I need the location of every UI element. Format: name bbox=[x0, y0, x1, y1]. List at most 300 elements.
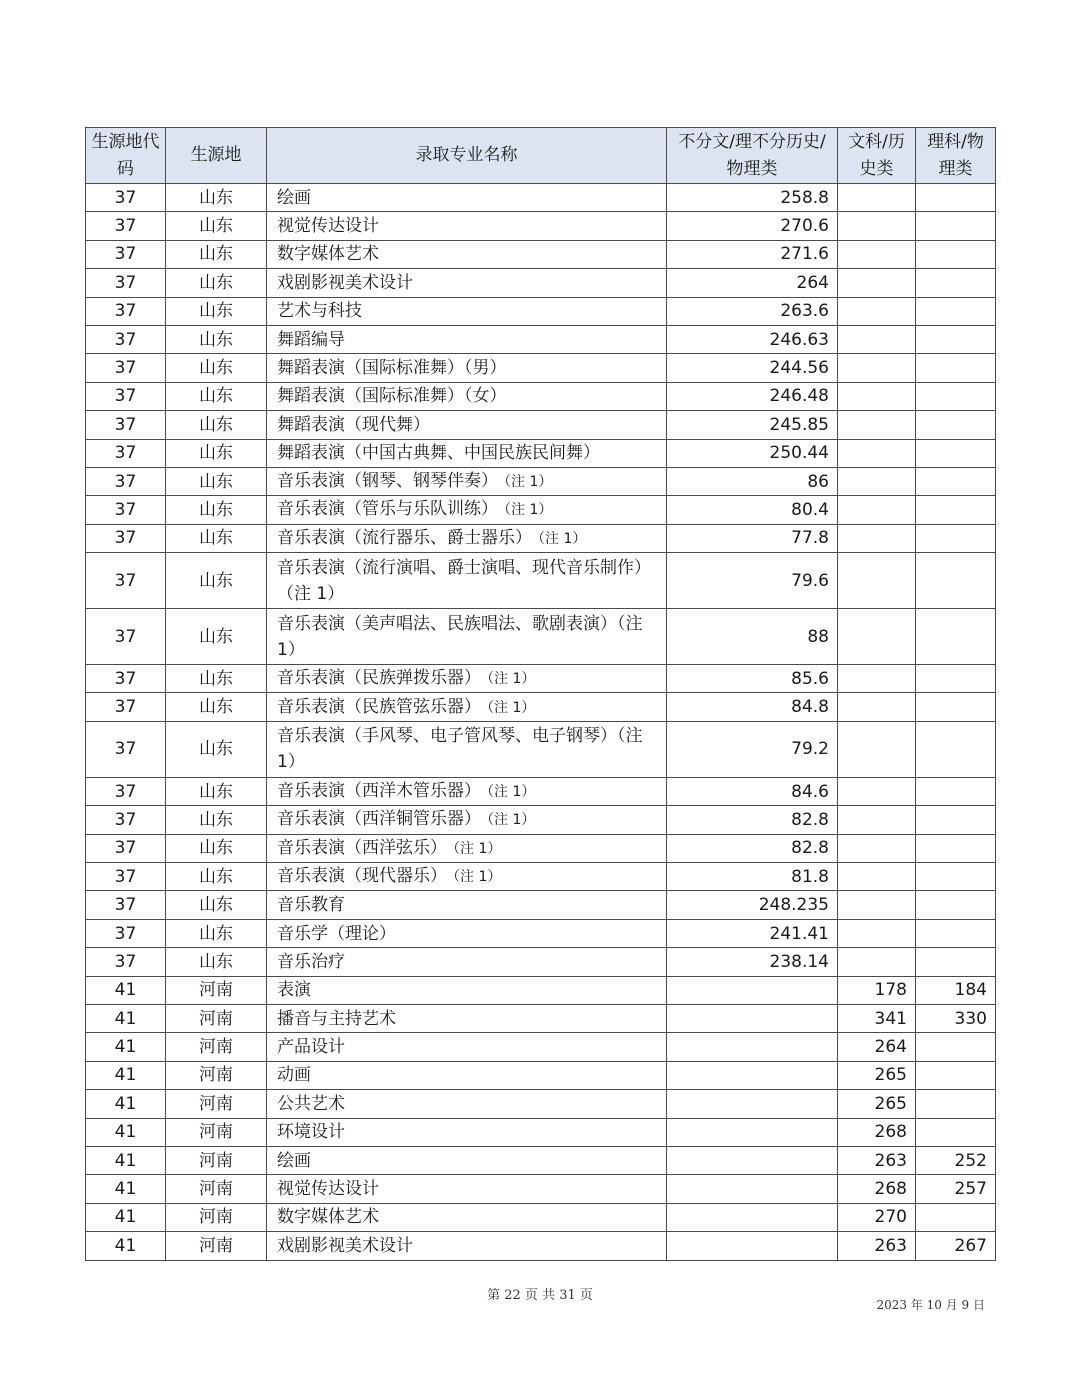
cell-general-score: 85.6 bbox=[667, 665, 838, 693]
cell-science-score bbox=[916, 1118, 996, 1146]
cell-province: 河南 bbox=[166, 1175, 267, 1203]
cell-province: 河南 bbox=[166, 976, 267, 1004]
cell-province: 河南 bbox=[166, 1004, 267, 1032]
cell-major bbox=[267, 777, 667, 805]
cell-general-score bbox=[667, 1146, 838, 1174]
major-name: 舞蹈表演（中国古典舞、中国民族民间舞） bbox=[277, 443, 600, 464]
table-row bbox=[86, 184, 996, 212]
major-name: 音乐治疗 bbox=[277, 951, 345, 972]
cell-general-score bbox=[667, 1118, 838, 1146]
cell-code: 37 bbox=[86, 524, 166, 552]
cell-code: 41 bbox=[86, 1203, 166, 1231]
table-row bbox=[86, 1232, 996, 1260]
cell-general-score: 84.8 bbox=[667, 693, 838, 721]
cell-province: 山东 bbox=[166, 665, 267, 693]
table-row bbox=[86, 467, 996, 495]
cell-arts-score: 263 bbox=[838, 1232, 916, 1260]
cell-general-score bbox=[667, 1175, 838, 1203]
cell-code: 37 bbox=[86, 721, 166, 777]
cell-major bbox=[267, 1118, 667, 1146]
cell-arts-score bbox=[838, 693, 916, 721]
cell-science-score bbox=[916, 382, 996, 410]
cell-code: 41 bbox=[86, 1061, 166, 1089]
major-name: 音乐表演（西洋弦乐） bbox=[277, 837, 447, 858]
table-row bbox=[86, 269, 996, 297]
cell-major bbox=[267, 1203, 667, 1231]
major-name: 舞蹈表演（国际标准舞）（男） bbox=[277, 358, 507, 379]
table-row bbox=[86, 948, 996, 976]
cell-province: 山东 bbox=[166, 693, 267, 721]
cell-arts-score bbox=[838, 269, 916, 297]
cell-province: 河南 bbox=[166, 1061, 267, 1089]
cell-major bbox=[267, 184, 667, 212]
cell-code: 37 bbox=[86, 439, 166, 467]
cell-province: 山东 bbox=[166, 269, 267, 297]
table-row bbox=[86, 1118, 996, 1146]
cell-arts-score bbox=[838, 297, 916, 325]
cell-code: 37 bbox=[86, 919, 166, 947]
major-note: （注 1） bbox=[487, 812, 536, 829]
header-major: 录取专业名称 bbox=[267, 128, 667, 184]
cell-arts-score bbox=[838, 891, 916, 919]
cell-science-score bbox=[916, 553, 996, 609]
cell-science-score bbox=[916, 524, 996, 552]
table-row bbox=[86, 212, 996, 240]
major-note: （注 1） bbox=[504, 502, 553, 519]
cell-major bbox=[267, 467, 667, 495]
cell-arts-score bbox=[838, 553, 916, 609]
cell-science-score bbox=[916, 1090, 996, 1118]
cell-major bbox=[267, 891, 667, 919]
cell-arts-score: 263 bbox=[838, 1146, 916, 1174]
cell-major bbox=[267, 1146, 667, 1174]
cell-province: 山东 bbox=[166, 496, 267, 524]
major-note: （注 1） bbox=[453, 840, 502, 857]
page-number: 第 22 页 共 31 页 bbox=[487, 1288, 593, 1303]
cell-general-score: 81.8 bbox=[667, 863, 838, 891]
cell-arts-score bbox=[838, 524, 916, 552]
cell-general-score: 241.41 bbox=[667, 919, 838, 947]
cell-major bbox=[267, 269, 667, 297]
cell-science-score bbox=[916, 269, 996, 297]
cell-province: 山东 bbox=[166, 325, 267, 353]
cell-arts-score bbox=[838, 609, 916, 665]
cell-science-score: 252 bbox=[916, 1146, 996, 1174]
major-name: 公共艺术 bbox=[277, 1093, 345, 1114]
cell-major bbox=[267, 496, 667, 524]
cell-code: 37 bbox=[86, 212, 166, 240]
cell-general-score: 84.6 bbox=[667, 777, 838, 805]
cell-general-score: 238.14 bbox=[667, 948, 838, 976]
cell-arts-score bbox=[838, 212, 916, 240]
cell-arts-score bbox=[838, 411, 916, 439]
major-name: 音乐表演（西洋木管乐器） bbox=[277, 781, 481, 802]
major-name: 视觉传达设计 bbox=[277, 1179, 379, 1200]
table-header-row bbox=[86, 128, 996, 184]
cell-major bbox=[267, 1090, 667, 1118]
cell-major bbox=[267, 325, 667, 353]
cell-province: 山东 bbox=[166, 834, 267, 862]
table-row bbox=[86, 665, 996, 693]
cell-science-score bbox=[916, 354, 996, 382]
cell-province: 山东 bbox=[166, 863, 267, 891]
cell-major bbox=[267, 212, 667, 240]
cell-general-score: 82.8 bbox=[667, 834, 838, 862]
major-name: 戏剧影视美术设计 bbox=[277, 272, 413, 293]
cell-code: 37 bbox=[86, 609, 166, 665]
cell-arts-score bbox=[838, 240, 916, 268]
cell-science-score bbox=[916, 439, 996, 467]
cell-major bbox=[267, 1033, 667, 1061]
cell-general-score: 244.56 bbox=[667, 354, 838, 382]
header-code: 生源地代码 bbox=[86, 128, 166, 184]
cell-general-score bbox=[667, 1033, 838, 1061]
major-note: （注 1） bbox=[487, 699, 536, 716]
cell-general-score: 263.6 bbox=[667, 297, 838, 325]
major-name: 舞蹈编导 bbox=[277, 329, 345, 350]
cell-general-score bbox=[667, 1090, 838, 1118]
cell-province: 山东 bbox=[166, 777, 267, 805]
cell-code: 37 bbox=[86, 184, 166, 212]
cell-science-score bbox=[916, 212, 996, 240]
cell-major bbox=[267, 609, 667, 665]
cell-code: 37 bbox=[86, 834, 166, 862]
cell-general-score: 246.48 bbox=[667, 382, 838, 410]
cell-science-score bbox=[916, 948, 996, 976]
major-note: （注 1） bbox=[538, 530, 587, 547]
table-row bbox=[86, 976, 996, 1004]
cell-major bbox=[267, 919, 667, 947]
cell-science-score bbox=[916, 806, 996, 834]
cell-code: 37 bbox=[86, 382, 166, 410]
cell-major bbox=[267, 1232, 667, 1260]
cell-science-score bbox=[916, 1061, 996, 1089]
major-name: 戏剧影视美术设计 bbox=[277, 1235, 413, 1256]
major-name: 音乐表演（流行演唱、爵士演唱、现代音乐制作）（注 1） bbox=[277, 557, 651, 604]
header-arts: 文科/历史类 bbox=[838, 128, 916, 184]
cell-science-score bbox=[916, 863, 996, 891]
table-row bbox=[86, 240, 996, 268]
major-note: （注 1） bbox=[487, 784, 536, 801]
cell-code: 37 bbox=[86, 240, 166, 268]
cell-code: 37 bbox=[86, 496, 166, 524]
cell-code: 41 bbox=[86, 1146, 166, 1174]
cell-general-score: 79.2 bbox=[667, 721, 838, 777]
cell-code: 37 bbox=[86, 777, 166, 805]
cell-arts-score bbox=[838, 325, 916, 353]
cell-general-score: 82.8 bbox=[667, 806, 838, 834]
cell-code: 41 bbox=[86, 1118, 166, 1146]
table-row bbox=[86, 325, 996, 353]
cell-general-score: 80.4 bbox=[667, 496, 838, 524]
cell-science-score bbox=[916, 325, 996, 353]
cell-arts-score bbox=[838, 382, 916, 410]
cell-arts-score: 268 bbox=[838, 1175, 916, 1203]
cell-code: 37 bbox=[86, 891, 166, 919]
table-row bbox=[86, 1033, 996, 1061]
cell-code: 41 bbox=[86, 1175, 166, 1203]
table-row bbox=[86, 777, 996, 805]
table-row bbox=[86, 806, 996, 834]
cell-science-score bbox=[916, 297, 996, 325]
cell-general-score: 77.8 bbox=[667, 524, 838, 552]
cell-province: 河南 bbox=[166, 1203, 267, 1231]
table-row bbox=[86, 721, 996, 777]
cell-arts-score: 264 bbox=[838, 1033, 916, 1061]
cell-code: 37 bbox=[86, 411, 166, 439]
cell-arts-score bbox=[838, 496, 916, 524]
table-row bbox=[86, 1004, 996, 1032]
cell-major bbox=[267, 721, 667, 777]
cell-science-score bbox=[916, 721, 996, 777]
cell-major bbox=[267, 806, 667, 834]
table-row bbox=[86, 524, 996, 552]
cell-province: 山东 bbox=[166, 609, 267, 665]
cell-major bbox=[267, 439, 667, 467]
header-science: 理科/物理类 bbox=[916, 128, 996, 184]
major-name: 音乐表演（管乐与乐队训练） bbox=[277, 499, 498, 520]
cell-major bbox=[267, 411, 667, 439]
cell-arts-score bbox=[838, 806, 916, 834]
cell-arts-score bbox=[838, 863, 916, 891]
cell-province: 山东 bbox=[166, 948, 267, 976]
cell-code: 41 bbox=[86, 976, 166, 1004]
cell-arts-score: 268 bbox=[838, 1118, 916, 1146]
major-name: 音乐表演（民族管弦乐器） bbox=[277, 696, 481, 717]
cell-province: 山东 bbox=[166, 297, 267, 325]
cell-science-score bbox=[916, 240, 996, 268]
major-note: （注 1） bbox=[453, 869, 502, 886]
table-row bbox=[86, 1203, 996, 1231]
major-name: 音乐教育 bbox=[277, 895, 345, 916]
table-row bbox=[86, 863, 996, 891]
cell-major bbox=[267, 1004, 667, 1032]
cell-province: 河南 bbox=[166, 1232, 267, 1260]
major-name: 舞蹈表演（国际标准舞）（女） bbox=[277, 386, 507, 407]
cell-province: 山东 bbox=[166, 439, 267, 467]
table-body bbox=[86, 184, 996, 1261]
cell-arts-score: 178 bbox=[838, 976, 916, 1004]
cell-general-score: 264 bbox=[667, 269, 838, 297]
cell-province: 山东 bbox=[166, 240, 267, 268]
cell-arts-score bbox=[838, 439, 916, 467]
cell-arts-score bbox=[838, 948, 916, 976]
header-province: 生源地 bbox=[166, 128, 267, 184]
major-note: （注 1） bbox=[504, 474, 553, 491]
cell-major bbox=[267, 693, 667, 721]
cell-province: 山东 bbox=[166, 467, 267, 495]
document-date: 2023 年 10 月 9 日 bbox=[876, 1298, 985, 1312]
cell-province: 山东 bbox=[166, 806, 267, 834]
major-name: 视觉传达设计 bbox=[277, 216, 379, 237]
cell-general-score bbox=[667, 1004, 838, 1032]
cell-general-score: 79.6 bbox=[667, 553, 838, 609]
cell-science-score bbox=[916, 777, 996, 805]
table-row bbox=[86, 1146, 996, 1174]
cell-code: 37 bbox=[86, 467, 166, 495]
table-row bbox=[86, 553, 996, 609]
cell-science-score bbox=[916, 834, 996, 862]
major-name: 舞蹈表演（现代舞） bbox=[277, 414, 430, 435]
cell-general-score: 250.44 bbox=[667, 439, 838, 467]
cell-province: 河南 bbox=[166, 1090, 267, 1118]
major-name: 表演 bbox=[277, 980, 311, 1001]
cell-province: 山东 bbox=[166, 553, 267, 609]
cell-major bbox=[267, 240, 667, 268]
table-row bbox=[86, 297, 996, 325]
table-row bbox=[86, 1090, 996, 1118]
cell-code: 37 bbox=[86, 665, 166, 693]
table-row bbox=[86, 1061, 996, 1089]
cell-code: 37 bbox=[86, 553, 166, 609]
cell-code: 37 bbox=[86, 269, 166, 297]
table-row bbox=[86, 496, 996, 524]
table-row bbox=[86, 891, 996, 919]
table-row bbox=[86, 354, 996, 382]
cell-code: 37 bbox=[86, 354, 166, 382]
major-name: 数字媒体艺术 bbox=[277, 1207, 379, 1228]
cell-province: 山东 bbox=[166, 411, 267, 439]
major-name: 音乐表演（钢琴、钢琴伴奏） bbox=[277, 471, 498, 492]
cell-province: 山东 bbox=[166, 382, 267, 410]
major-name: 音乐表演（美声唱法、民族唱法、歌剧表演）（注 1） bbox=[277, 613, 643, 660]
major-name: 音乐表演（民族弹拨乐器） bbox=[277, 668, 481, 689]
cell-code: 37 bbox=[86, 948, 166, 976]
major-name: 音乐学（理论） bbox=[277, 923, 396, 944]
cell-general-score: 270.6 bbox=[667, 212, 838, 240]
table-row bbox=[86, 693, 996, 721]
cell-province: 河南 bbox=[166, 1118, 267, 1146]
table-row bbox=[86, 609, 996, 665]
cell-major bbox=[267, 1175, 667, 1203]
cell-arts-score bbox=[838, 834, 916, 862]
major-name: 绘画 bbox=[277, 187, 311, 208]
cell-province: 山东 bbox=[166, 919, 267, 947]
cell-province: 山东 bbox=[166, 354, 267, 382]
cell-province: 山东 bbox=[166, 184, 267, 212]
cell-general-score: 86 bbox=[667, 467, 838, 495]
cell-science-score bbox=[916, 496, 996, 524]
table-row bbox=[86, 1175, 996, 1203]
cell-arts-score bbox=[838, 467, 916, 495]
cell-science-score bbox=[916, 609, 996, 665]
cell-code: 41 bbox=[86, 1232, 166, 1260]
cell-province: 山东 bbox=[166, 524, 267, 552]
cell-code: 37 bbox=[86, 863, 166, 891]
cell-science-score: 330 bbox=[916, 1004, 996, 1032]
cell-general-score bbox=[667, 976, 838, 1004]
major-name: 音乐表演（现代器乐） bbox=[277, 866, 447, 887]
cell-science-score bbox=[916, 467, 996, 495]
cell-general-score: 248.235 bbox=[667, 891, 838, 919]
cell-science-score bbox=[916, 891, 996, 919]
cell-general-score bbox=[667, 1203, 838, 1231]
cell-arts-score: 341 bbox=[838, 1004, 916, 1032]
cell-science-score bbox=[916, 184, 996, 212]
cell-arts-score bbox=[838, 777, 916, 805]
major-name: 播音与主持艺术 bbox=[277, 1008, 396, 1029]
cell-major bbox=[267, 553, 667, 609]
cell-major bbox=[267, 354, 667, 382]
cell-major bbox=[267, 297, 667, 325]
cell-major bbox=[267, 1061, 667, 1089]
cell-general-score: 258.8 bbox=[667, 184, 838, 212]
cell-science-score bbox=[916, 1203, 996, 1231]
table-row bbox=[86, 439, 996, 467]
cell-major bbox=[267, 665, 667, 693]
cell-code: 41 bbox=[86, 1033, 166, 1061]
major-name: 绘画 bbox=[277, 1150, 311, 1171]
cell-arts-score bbox=[838, 184, 916, 212]
major-name: 数字媒体艺术 bbox=[277, 244, 379, 265]
cell-major bbox=[267, 834, 667, 862]
major-name: 环境设计 bbox=[277, 1122, 345, 1143]
cell-science-score bbox=[916, 665, 996, 693]
cell-science-score: 257 bbox=[916, 1175, 996, 1203]
cell-major bbox=[267, 976, 667, 1004]
cell-arts-score: 265 bbox=[838, 1090, 916, 1118]
cell-science-score bbox=[916, 1033, 996, 1061]
table-row bbox=[86, 382, 996, 410]
cell-major bbox=[267, 382, 667, 410]
cell-science-score bbox=[916, 919, 996, 947]
cell-arts-score bbox=[838, 354, 916, 382]
cell-science-score: 267 bbox=[916, 1232, 996, 1260]
cell-province: 山东 bbox=[166, 212, 267, 240]
cell-arts-score: 270 bbox=[838, 1203, 916, 1231]
major-name: 艺术与科技 bbox=[277, 301, 362, 322]
cell-general-score: 245.85 bbox=[667, 411, 838, 439]
major-name: 动画 bbox=[277, 1065, 311, 1086]
admission-score-table bbox=[85, 127, 996, 1261]
cell-general-score: 271.6 bbox=[667, 240, 838, 268]
cell-code: 37 bbox=[86, 325, 166, 353]
cell-major bbox=[267, 524, 667, 552]
cell-general-score bbox=[667, 1232, 838, 1260]
cell-general-score bbox=[667, 1061, 838, 1089]
major-name: 产品设计 bbox=[277, 1037, 345, 1058]
major-name: 音乐表演（西洋铜管乐器） bbox=[277, 809, 481, 830]
cell-code: 41 bbox=[86, 1004, 166, 1032]
cell-code: 37 bbox=[86, 806, 166, 834]
cell-arts-score: 265 bbox=[838, 1061, 916, 1089]
major-name: 音乐表演（流行器乐、爵士器乐） bbox=[277, 527, 532, 548]
table-row bbox=[86, 411, 996, 439]
cell-science-score bbox=[916, 693, 996, 721]
table-row bbox=[86, 834, 996, 862]
header-general: 不分文/理不分历史/物理类 bbox=[667, 128, 838, 184]
cell-code: 37 bbox=[86, 297, 166, 325]
cell-code: 37 bbox=[86, 693, 166, 721]
major-name: 音乐表演（手风琴、电子管风琴、电子钢琴）（注 1） bbox=[277, 726, 643, 773]
cell-science-score bbox=[916, 411, 996, 439]
major-note: （注 1） bbox=[487, 671, 536, 688]
cell-arts-score bbox=[838, 721, 916, 777]
cell-arts-score bbox=[838, 919, 916, 947]
cell-science-score: 184 bbox=[916, 976, 996, 1004]
table-row bbox=[86, 919, 996, 947]
cell-province: 河南 bbox=[166, 1033, 267, 1061]
cell-arts-score bbox=[838, 665, 916, 693]
cell-general-score: 88 bbox=[667, 609, 838, 665]
cell-major bbox=[267, 948, 667, 976]
cell-general-score: 246.63 bbox=[667, 325, 838, 353]
cell-province: 河南 bbox=[166, 1146, 267, 1174]
cell-province: 山东 bbox=[166, 721, 267, 777]
cell-major bbox=[267, 863, 667, 891]
cell-province: 山东 bbox=[166, 891, 267, 919]
cell-code: 41 bbox=[86, 1090, 166, 1118]
